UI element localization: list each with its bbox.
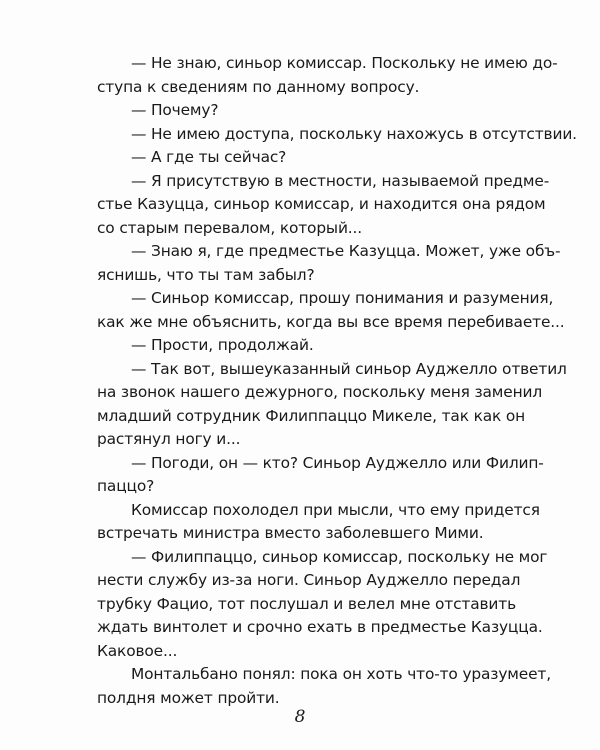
text-line: паццо? (97, 477, 155, 495)
text-line: Комиссар похолодел при мысли, что ему придется (131, 500, 540, 519)
text-line: нести службу из-за ноги. Синьор Ауджелло передал (97, 571, 521, 589)
text-line: ждать винтолет и срочно ехать в предместье Казуцца. (97, 618, 543, 636)
text-line: — А где ты сейчас? (131, 148, 287, 166)
text-line: трубку Фацио, тот послушал и велел мне отставить (97, 594, 517, 613)
text-line: растянул ногу и... (97, 430, 241, 448)
page-number: 8 (294, 707, 306, 727)
text-line: стье Казуцца, синьор комиссар, и находится она рядом (97, 195, 546, 213)
text-line: — Я присутствую в местности, называемой предме- (131, 171, 550, 190)
text-line: яснишь, что ты там забыл? (97, 265, 315, 284)
text-line: — Прости, продолжай. (131, 336, 314, 354)
text-line: Каковое... (97, 641, 178, 660)
text-line: — Филиппаццо, синьор комиссар, поскольку не мог (131, 547, 548, 566)
text-line: как же мне объяснить, когда вы все время перебиваете... (97, 312, 565, 331)
text-line: — Так вот, вышеуказанный синьор Ауджелло ответил (131, 359, 567, 378)
text-line: Монтальбано понял: пока он хоть что-то уразумеет, (131, 665, 551, 683)
text-line: со старым перевалом, который... (97, 218, 363, 237)
text-line: полдня может пройти. (97, 688, 280, 707)
text-line: — Синьор комиссар, прошу понимания и разумения, (131, 289, 554, 307)
text-line: — Знаю я, где предместье Казуцца. Может, уже объ- (131, 242, 561, 260)
text-line: — Погоди, он — кто? Синьор Ауджелло или Филип- (131, 453, 544, 472)
text-line: — Не знаю, синьор комиссар. Поскольку не имею до- (131, 54, 558, 72)
text-line: встречать министра вместо заболевшего Мими. (97, 524, 484, 542)
text-line: ступа к сведениям по данному вопросу. (97, 77, 420, 96)
page-body-text (97, 52, 577, 710)
text-line: на звонок нашего дежурного, поскольку меня заменил (97, 383, 543, 401)
text-line: младший сотрудник Филиппаццо Микеле, так как он (97, 406, 526, 425)
text-line: — Почему? (131, 101, 219, 119)
text-line: — Не имею доступа, поскольку нахожусь в отсутствии. (131, 124, 577, 143)
